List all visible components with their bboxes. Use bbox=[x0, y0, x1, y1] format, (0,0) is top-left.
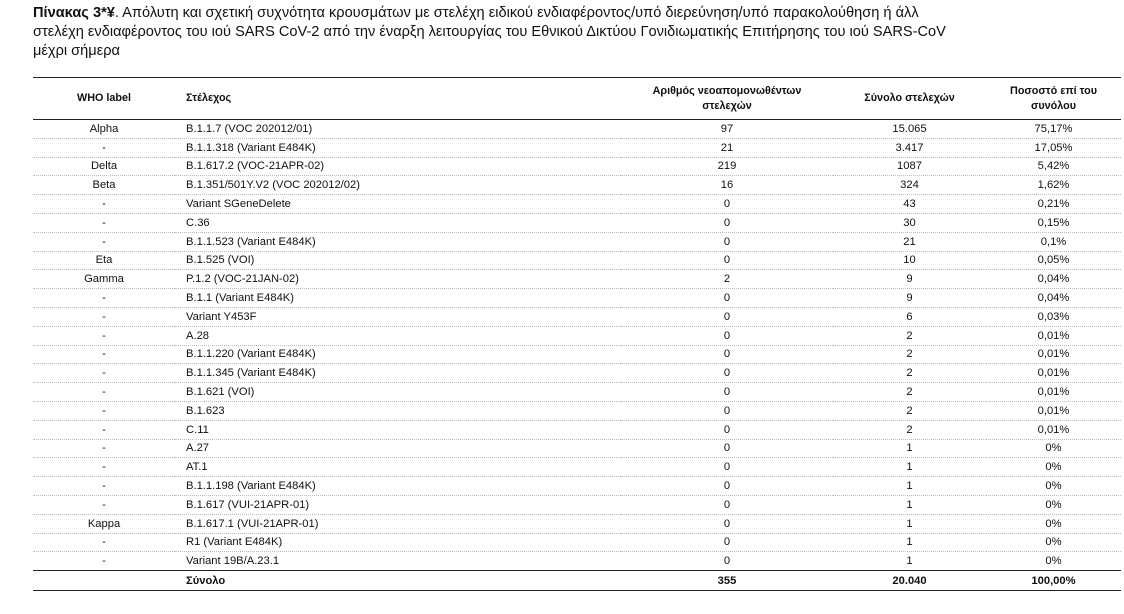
table-row bbox=[33, 383, 1121, 402]
row-who-label: - bbox=[33, 345, 175, 364]
table-row bbox=[33, 326, 1121, 345]
row-strain: Variant 19B/A.23.1 bbox=[175, 552, 621, 571]
row-who-label: - bbox=[33, 420, 175, 439]
table-row bbox=[33, 307, 1121, 326]
table-row bbox=[33, 176, 1121, 195]
row-percentage: 0% bbox=[986, 552, 1121, 571]
row-new-isolates: 0 bbox=[621, 307, 833, 326]
row-strain: Variant SGeneDelete bbox=[175, 195, 621, 214]
table-row bbox=[33, 552, 1121, 571]
row-new-isolates: 0 bbox=[621, 345, 833, 364]
row-who-label: - bbox=[33, 401, 175, 420]
row-who-label: - bbox=[33, 195, 175, 214]
row-total-strains: 1087 bbox=[833, 157, 986, 176]
row-strain: P.1.2 (VOC-21JAN-02) bbox=[175, 270, 621, 289]
row-percentage: 0% bbox=[986, 533, 1121, 552]
row-percentage: 0% bbox=[986, 477, 1121, 496]
row-percentage: 0% bbox=[986, 458, 1121, 477]
row-total-strains: 21 bbox=[833, 232, 986, 251]
row-who-label: Delta bbox=[33, 157, 175, 176]
row-total-strains: 30 bbox=[833, 213, 986, 232]
row-percentage: 0,21% bbox=[986, 195, 1121, 214]
row-total-strains: 3.417 bbox=[833, 138, 986, 157]
row-percentage: 0,01% bbox=[986, 420, 1121, 439]
row-percentage: 0,01% bbox=[986, 345, 1121, 364]
row-percentage: 0,04% bbox=[986, 289, 1121, 308]
row-who-label: - bbox=[33, 213, 175, 232]
row-total-strains: 2 bbox=[833, 326, 986, 345]
row-percentage: 0% bbox=[986, 514, 1121, 533]
row-strain: B.1.1.345 (Variant E484K) bbox=[175, 364, 621, 383]
row-total-strains: 9 bbox=[833, 270, 986, 289]
row-new-isolates: 0 bbox=[621, 458, 833, 477]
table-row bbox=[33, 420, 1121, 439]
row-strain: B.1.1.198 (Variant E484K) bbox=[175, 477, 621, 496]
table-row bbox=[33, 232, 1121, 251]
row-new-isolates: 2 bbox=[621, 270, 833, 289]
row-total-strains: 9 bbox=[833, 289, 986, 308]
row-strain: B.1.1.7 (VOC 202012/01) bbox=[175, 120, 621, 139]
table-row bbox=[33, 138, 1121, 157]
row-who-label: - bbox=[33, 364, 175, 383]
totals-row bbox=[33, 571, 1121, 591]
row-who-label: - bbox=[33, 232, 175, 251]
table-row bbox=[33, 533, 1121, 552]
caption-label: Πίνακας 3*¥ bbox=[33, 5, 115, 21]
caption-line-1: Πίνακας 3*¥. Απόλυτη και σχετική συχνότητα κρουσμάτων με στελέχη ειδικού ενδιαφέροντος/υπό διερεύνηση/υπό παρακολούθηση ή άλλ bbox=[33, 5, 919, 21]
row-strain: B.1.351/501Y.V2 (VOC 202012/02) bbox=[175, 176, 621, 195]
row-who-label: Alpha bbox=[33, 120, 175, 139]
row-strain: A.28 bbox=[175, 326, 621, 345]
caption-line-3: μέχρι σήμερα bbox=[33, 43, 120, 59]
header-strain: Στέλεχος bbox=[175, 78, 621, 120]
row-new-isolates: 0 bbox=[621, 477, 833, 496]
row-strain: B.1.617.1 (VUI-21APR-01) bbox=[175, 514, 621, 533]
row-who-label: - bbox=[33, 383, 175, 402]
table-row bbox=[33, 495, 1121, 514]
row-who-label: - bbox=[33, 495, 175, 514]
row-new-isolates: 0 bbox=[621, 533, 833, 552]
table-row bbox=[33, 251, 1121, 270]
row-total-strains: 1 bbox=[833, 514, 986, 533]
row-percentage: 0,01% bbox=[986, 383, 1121, 402]
row-percentage: 0,1% bbox=[986, 232, 1121, 251]
row-strain: B.1.621 (VOI) bbox=[175, 383, 621, 402]
row-total-strains: 6 bbox=[833, 307, 986, 326]
row-strain: B.1.1.220 (Variant E484K) bbox=[175, 345, 621, 364]
row-who-label: - bbox=[33, 289, 175, 308]
totals-new: 355 bbox=[621, 571, 833, 591]
header-total-strains: Σύνολο στελεχών bbox=[833, 78, 986, 120]
row-new-isolates: 0 bbox=[621, 232, 833, 251]
row-strain: Variant Y453F bbox=[175, 307, 621, 326]
table-header-row bbox=[33, 78, 1121, 120]
row-who-label: Eta bbox=[33, 251, 175, 270]
row-new-isolates: 0 bbox=[621, 401, 833, 420]
row-who-label: - bbox=[33, 439, 175, 458]
totals-total: 20.040 bbox=[833, 571, 986, 591]
row-strain: B.1.1 (Variant E484K) bbox=[175, 289, 621, 308]
row-total-strains: 2 bbox=[833, 401, 986, 420]
table-row bbox=[33, 120, 1121, 139]
row-strain: B.1.525 (VOI) bbox=[175, 251, 621, 270]
row-strain: AT.1 bbox=[175, 458, 621, 477]
row-percentage: 0,01% bbox=[986, 364, 1121, 383]
row-new-isolates: 0 bbox=[621, 195, 833, 214]
row-new-isolates: 219 bbox=[621, 157, 833, 176]
row-total-strains: 10 bbox=[833, 251, 986, 270]
row-strain: B.1.617.2 (VOC-21APR-02) bbox=[175, 157, 621, 176]
row-percentage: 0,15% bbox=[986, 213, 1121, 232]
row-percentage: 0% bbox=[986, 495, 1121, 514]
row-new-isolates: 21 bbox=[621, 138, 833, 157]
row-new-isolates: 0 bbox=[621, 364, 833, 383]
row-percentage: 17,05% bbox=[986, 138, 1121, 157]
row-strain: R1 (Variant E484K) bbox=[175, 533, 621, 552]
totals-pct: 100,00% bbox=[986, 571, 1121, 591]
row-strain: B.1.1.318 (Variant E484K) bbox=[175, 138, 621, 157]
row-strain: C.36 bbox=[175, 213, 621, 232]
row-who-label: - bbox=[33, 307, 175, 326]
row-who-label: Beta bbox=[33, 176, 175, 195]
row-who-label: - bbox=[33, 138, 175, 157]
row-who-label: Gamma bbox=[33, 270, 175, 289]
row-strain: A.27 bbox=[175, 439, 621, 458]
row-total-strains: 15.065 bbox=[833, 120, 986, 139]
header-percentage: Ποσοστό επί του συνόλου bbox=[986, 78, 1121, 120]
row-new-isolates: 97 bbox=[621, 120, 833, 139]
table-body bbox=[33, 120, 1121, 591]
table-row bbox=[33, 345, 1121, 364]
table-row bbox=[33, 439, 1121, 458]
row-strain: B.1.623 bbox=[175, 401, 621, 420]
row-new-isolates: 0 bbox=[621, 326, 833, 345]
row-who-label: - bbox=[33, 458, 175, 477]
table-row bbox=[33, 514, 1121, 533]
table-row bbox=[33, 157, 1121, 176]
row-total-strains: 1 bbox=[833, 477, 986, 496]
row-new-isolates: 0 bbox=[621, 514, 833, 533]
row-percentage: 0% bbox=[986, 439, 1121, 458]
row-who-label: - bbox=[33, 533, 175, 552]
row-total-strains: 324 bbox=[833, 176, 986, 195]
row-total-strains: 2 bbox=[833, 364, 986, 383]
table-row bbox=[33, 364, 1121, 383]
table-row bbox=[33, 195, 1121, 214]
row-who-label: - bbox=[33, 552, 175, 571]
row-total-strains: 43 bbox=[833, 195, 986, 214]
row-new-isolates: 0 bbox=[621, 383, 833, 402]
row-total-strains: 2 bbox=[833, 420, 986, 439]
row-percentage: 0,05% bbox=[986, 251, 1121, 270]
row-new-isolates: 0 bbox=[621, 495, 833, 514]
row-new-isolates: 0 bbox=[621, 420, 833, 439]
row-percentage: 0,03% bbox=[986, 307, 1121, 326]
table-row bbox=[33, 477, 1121, 496]
variants-table bbox=[33, 77, 1121, 591]
row-strain: C.11 bbox=[175, 420, 621, 439]
row-total-strains: 1 bbox=[833, 495, 986, 514]
row-percentage: 75,17% bbox=[986, 120, 1121, 139]
header-who-label: WHO label bbox=[33, 78, 175, 120]
row-total-strains: 1 bbox=[833, 439, 986, 458]
row-percentage: 1,62% bbox=[986, 176, 1121, 195]
row-who-label: Kappa bbox=[33, 514, 175, 533]
row-new-isolates: 0 bbox=[621, 213, 833, 232]
table-row bbox=[33, 270, 1121, 289]
row-total-strains: 1 bbox=[833, 552, 986, 571]
row-percentage: 0,01% bbox=[986, 326, 1121, 345]
row-total-strains: 1 bbox=[833, 533, 986, 552]
row-new-isolates: 0 bbox=[621, 251, 833, 270]
totals-label: Σύνολο bbox=[175, 571, 621, 591]
row-who-label: - bbox=[33, 326, 175, 345]
row-percentage: 5,42% bbox=[986, 157, 1121, 176]
row-new-isolates: 16 bbox=[621, 176, 833, 195]
row-new-isolates: 0 bbox=[621, 289, 833, 308]
row-total-strains: 1 bbox=[833, 458, 986, 477]
row-total-strains: 2 bbox=[833, 345, 986, 364]
table-caption bbox=[33, 4, 1124, 61]
row-strain: B.1.617 (VUI-21APR-01) bbox=[175, 495, 621, 514]
row-percentage: 0,04% bbox=[986, 270, 1121, 289]
totals-who-cell bbox=[33, 571, 175, 591]
table-row bbox=[33, 401, 1121, 420]
caption-line-2: στελέχη ενδιαφέροντος του ιού SARS CoV-2 από την έναρξη λειτουργίας του Εθνικού Δικτύου Γονιδιωματικής Επιτήρησης του ιού SARS-CoV bbox=[33, 24, 946, 40]
row-total-strains: 2 bbox=[833, 383, 986, 402]
row-strain: B.1.1.523 (Variant E484K) bbox=[175, 232, 621, 251]
table-row bbox=[33, 289, 1121, 308]
table-row bbox=[33, 213, 1121, 232]
table-row bbox=[33, 458, 1121, 477]
header-new-isolates: Αριθμός νεοαπομονωθέντων στελεχών bbox=[621, 78, 833, 120]
row-who-label: - bbox=[33, 477, 175, 496]
row-new-isolates: 0 bbox=[621, 552, 833, 571]
row-new-isolates: 0 bbox=[621, 439, 833, 458]
row-percentage: 0,01% bbox=[986, 401, 1121, 420]
